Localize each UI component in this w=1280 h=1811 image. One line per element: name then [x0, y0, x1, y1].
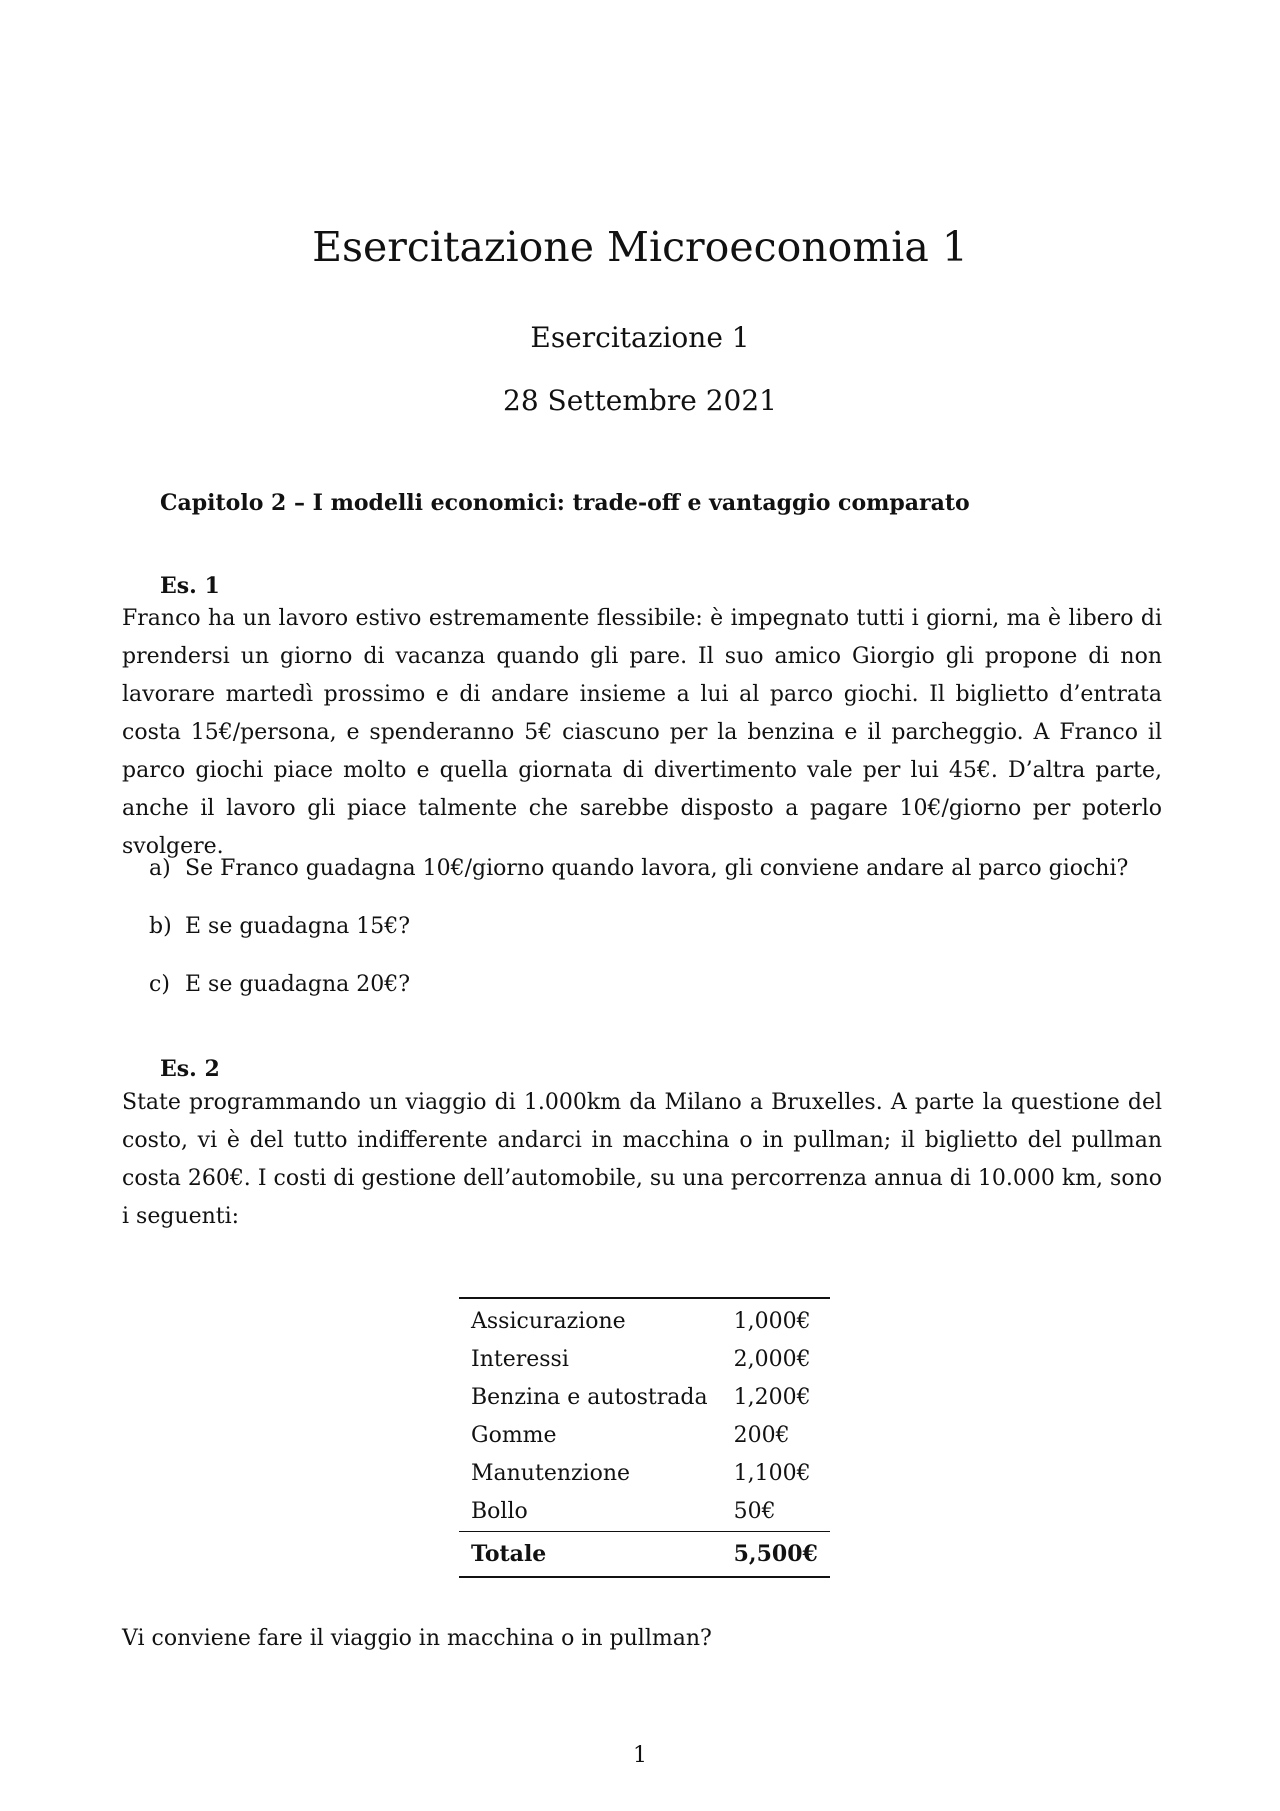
- exercise-1-question-b: [149, 912, 1149, 942]
- cost-amount: 1,000€: [720, 1298, 830, 1341]
- table-row: [459, 1298, 830, 1341]
- table-row: [459, 1455, 830, 1493]
- table-row: [459, 1417, 830, 1455]
- exercise-1-text: Franco ha un lavoro estivo estremamente flessibile: è impegnato tutti i giorni, ma è libero di prendersi un giorno di vacanza quando gli pare. Il suo amico Giorgio gli propone di non lavorare martedì prossimo e di andare insieme a lui al parco giochi. Il biglietto d’entrata costa 15€/persona, e spenderanno 5€ ciascuno per la benzina e il parcheggio. A Franco il parco giochi piace molto e quella giornata di divertimento vale per lui 45€. D’altra parte, anche il lavoro gli piace talmente che sarebbe disposto a pagare 10€/giorno per poterlo svolgere.: [122, 606, 1162, 859]
- cost-amount: 50€: [733, 1499, 776, 1524]
- exercise-2-heading: Es. 2: [160, 1056, 220, 1082]
- cost-amount: 2,000€: [733, 1347, 811, 1372]
- table-row: [459, 1379, 830, 1417]
- cost-item: Bollo: [471, 1499, 528, 1524]
- cost-item: Interessi: [471, 1347, 569, 1372]
- exercise-1-question-a: [149, 854, 1149, 884]
- table-row: [459, 1493, 830, 1532]
- question-marker: a): [149, 856, 171, 881]
- document-subtitle: Esercitazione 1: [530, 321, 750, 354]
- table-row: [459, 1341, 830, 1379]
- cost-amount: 1,100€: [733, 1461, 811, 1486]
- question-marker: b): [149, 914, 172, 939]
- exercise-1-question-c: [149, 970, 1149, 1000]
- chapter-heading: Capitolo 2 – I modelli economici: trade-off e vantaggio comparato: [160, 490, 970, 516]
- car-costs-table: [459, 1297, 830, 1578]
- question-text: Se Franco guadagna 10€/giorno quando lavora, gli conviene andare al parco giochi?: [185, 856, 1129, 881]
- exercise-2-question: Vi conviene fare il viaggio in macchina o in pullman?: [122, 1626, 712, 1651]
- cost-item: Manutenzione: [471, 1461, 631, 1486]
- total-label: Totale: [459, 1532, 720, 1578]
- cost-item: Gomme: [471, 1423, 557, 1448]
- question-text: E se guadagna 20€?: [185, 972, 411, 997]
- exercise-1-heading: Es. 1: [160, 573, 220, 599]
- total-amount: 5,500€: [720, 1532, 830, 1578]
- table-total-row: [459, 1532, 830, 1578]
- cost-item: Assicurazione: [459, 1298, 720, 1341]
- page-number: 1: [633, 1743, 647, 1768]
- question-text: E se guadagna 15€?: [185, 914, 411, 939]
- document-date: 28 Settembre 2021: [503, 384, 777, 417]
- cost-amount: 200€: [733, 1423, 790, 1448]
- question-marker: c): [149, 972, 170, 997]
- cost-amount: 1,200€: [733, 1385, 811, 1410]
- exercise-2-text: State programmando un viaggio di 1.000km da Milano a Bruxelles. A parte la questione del costo, vi è del tutto indifferente andarci in macchina o in pullman; il biglietto del pullman costa 260€. I costi di gestione dell’automobile, su una percorrenza annua di 10.000 km, sono i seguenti:: [122, 1090, 1162, 1229]
- cost-item: Benzina e autostrada: [471, 1385, 708, 1410]
- document-title: Esercitazione Microeconomia 1: [312, 223, 968, 271]
